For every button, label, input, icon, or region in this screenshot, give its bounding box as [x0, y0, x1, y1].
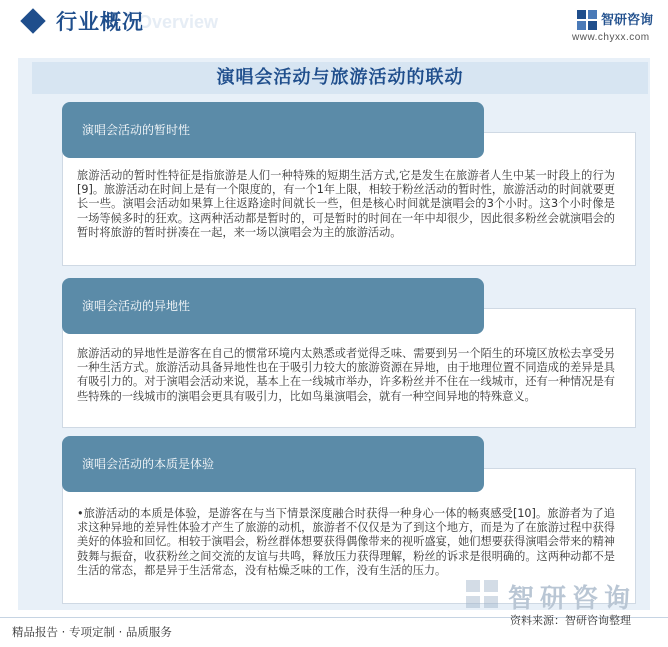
section-text: •旅游活动的本质是体验，是游客在与当下情景深度融合时获得一种身心一体的畅爽感受[10]。旅游者为了追求这种异地的差异性体验才产生了旅游的动机，旅游者不仅仅是为了到这个地方，而是为了在旅游过程中获得美好的体验和回忆。相较于演唱会，粉丝群体想要获得偶像带来的视听盛宴，她们想要获得演唱会带来的精神鼓舞与振奋，收获粉丝之间交流的友谊与共鸣，释放压力获得理解，粉丝的诉求是很明确的。这两种动都不是生活的常态，都是异于生活常态，没有枯燥乏味的工作，没有生活的压力。	[77, 507, 615, 577]
footer-slogan: 精品报告 · 专项定制 · 品质服务	[12, 625, 172, 639]
source-note: 资料来源：智研咨询整理	[510, 614, 631, 627]
section-text: 旅游活动的暂时性特征是指旅游是人们一种特殊的短期生活方式,它是发生在旅游者人生中某一时段上的行为[9]。旅游活动在时间上是有一个限度的，有一个1年上限，相较于粉丝活动的暂时性，旅游活动的时间就要更长一些。演唱会活动如果算上往返路途时间就长一些，但是核心时间就是演唱会的3个小时。这3个小时像是一场等候多时的狂欢。这两种活动都是暂时的，可是暂时的时间在一年中却很少，因此很多粉丝会就演唱会的暂时将旅游的暂时拼凑在一起，来一场以演唱会为主的旅游活动。	[77, 169, 615, 239]
section-heading-elsewhere: 演唱会活动的异地性	[62, 278, 484, 334]
page-title: 行业概况	[56, 10, 144, 34]
diamond-icon	[20, 8, 45, 33]
header-ghost-text: Overview	[138, 12, 219, 32]
section-text: 旅游活动的异地性是游客在自己的惯常环境内太熟悉或者觉得乏味、需要到另一个陌生的环境区放松去享受另一种生活方式。旅游活动具备异地性也在于吸引力较大的旅游资源在异地，由于地理位置不同造成的差异是具有吸引力的。对于演唱会活动来说，基本上在一线城市举办，许多粉丝并不住在一线城市，还有一种情况是有些特殊的一线城市的演唱会更具有吸引力，比如鸟巢演唱会，就有一种空间异地的特殊意义。	[77, 347, 615, 403]
main-title: 演唱会活动与旅游活动的联动	[216, 67, 464, 88]
main-title-bar	[32, 62, 648, 94]
section-heading-experience: 演唱会活动的本质是体验	[62, 436, 484, 492]
brand-logo-icon	[577, 10, 597, 30]
page-header	[0, 0, 668, 44]
brand-url[interactable]: www.chyxx.com	[572, 32, 650, 43]
brand-name: 智研咨询	[601, 13, 654, 28]
watermark-logo-icon	[466, 580, 500, 610]
watermark-text: 智研咨询	[508, 584, 637, 614]
section-heading-temporariness: 演唱会活动的暂时性	[62, 102, 484, 158]
